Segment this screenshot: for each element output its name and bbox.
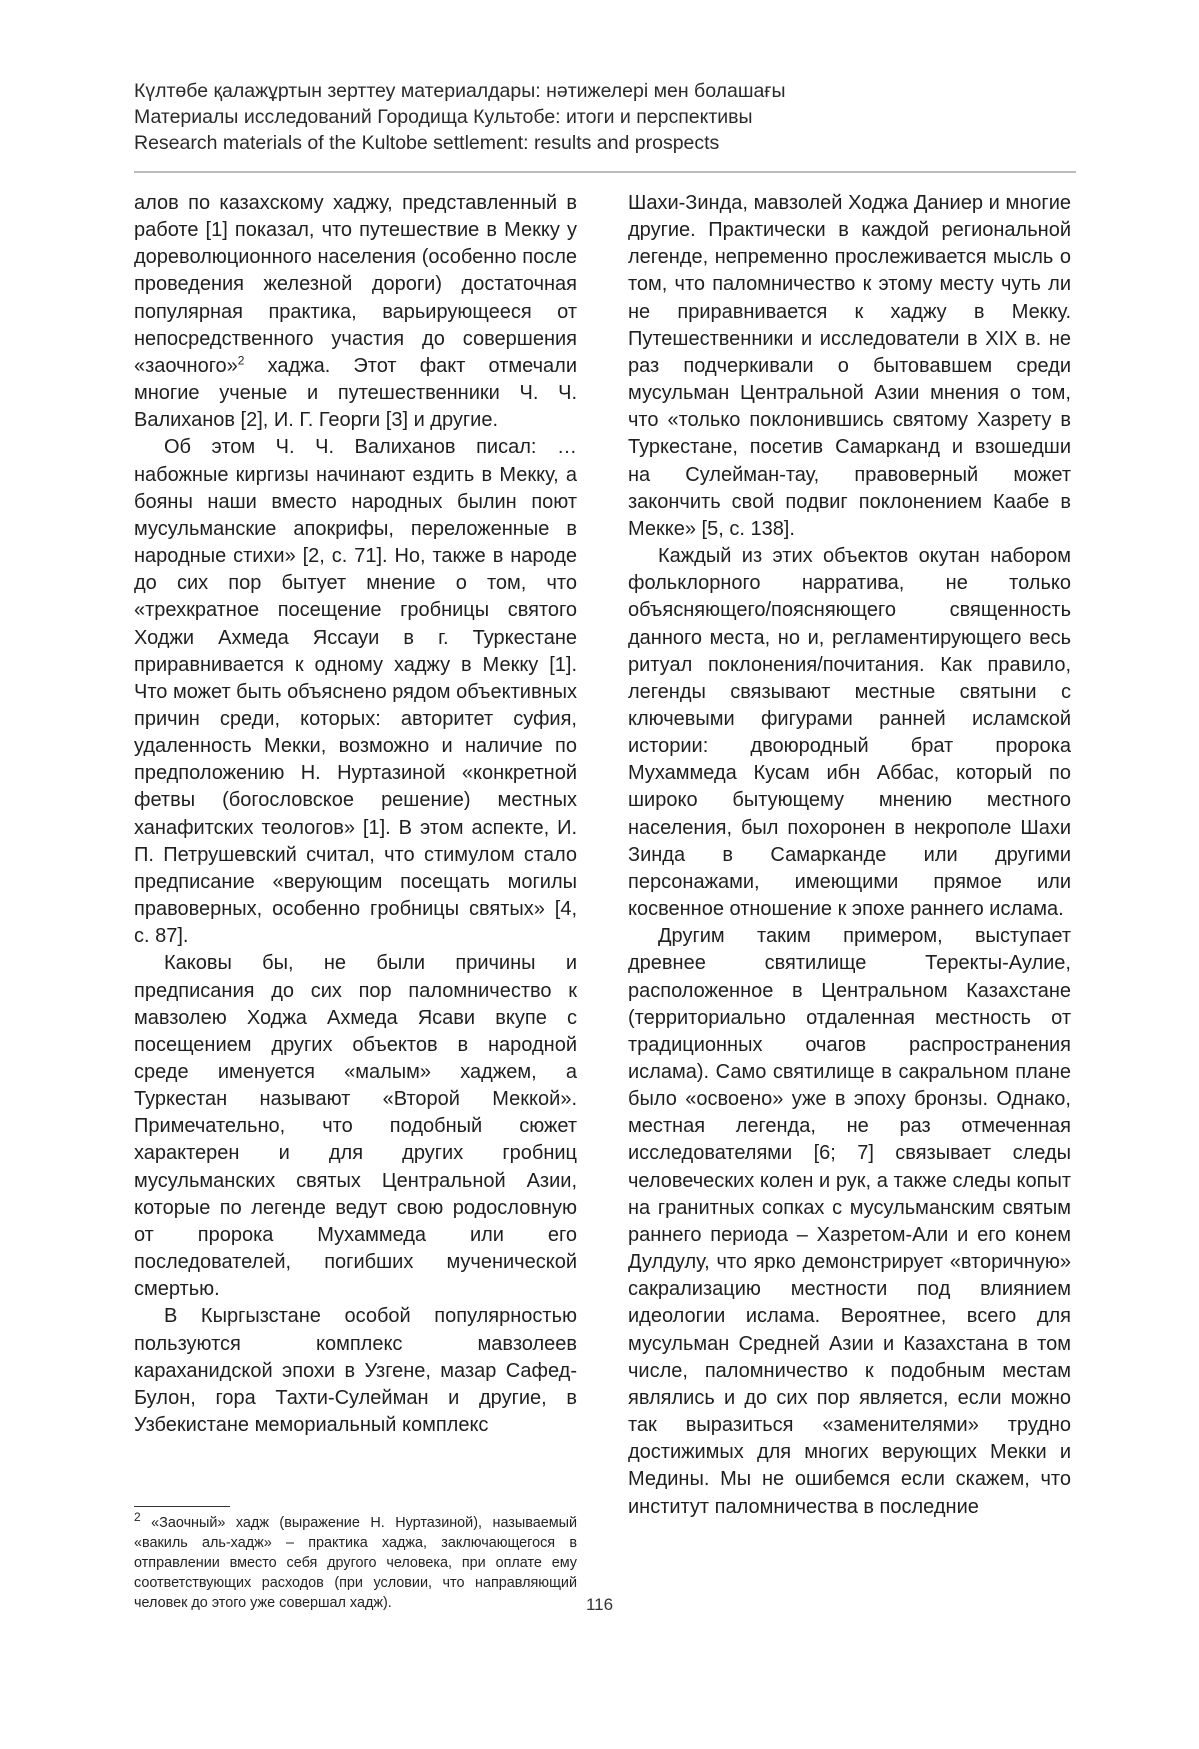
footnote-mark: 2 [134,1510,141,1525]
paragraph: Каковы бы, не были причины и предписания до сих пор паломничество к мавзолею Ходжа Ахмеда Ясави вкупе с посещением других объектов в народной среде именуется «малым» хаджем, а Туркестан называют «Второй Меккой». Примечательно, что подобный сюжет характерен и для других гробниц мусульманских святых Центральной Азии, которые по легенде ведут свою родословную от пророка Мухаммеда или его последователей, погибших мученической смертью. [134,952,577,1301]
header-title-kz: Күлтөбе қалажұртын зерттеу материалдары: нәтижелері мен болашағы [134,80,786,102]
right-column [628,190,1071,1521]
footnote-divider [134,1506,230,1507]
footnote-reference[interactable]: 2 [237,353,245,368]
paragraph-text: алов по казахскому хаджу, представленный в работе [1] показал, что путешествие в Мекку у дореволюционного населения (особенно после проведения железной дороги) достаточная популярная практика, варьирующееся от непосредственного участия до совершения «заочного» [134,192,577,377]
header-title-ru: Материалы исследований Городища Культобе: итоги и перспективы [134,106,753,128]
paragraph: Об этом Ч. Ч. Валиханов писал: …набожные киргизы начинают ездить в Мекку, а бояны наши вместо народных былин поют мусульманские апокрифы, переложенные в народные стихи» [2, с. 71]. Но, также в народе до сих пор бытует мнение о том, что «трехкратное посещение гробницы святого Ходжи Ахмеда Яссауи в г. Туркестане приравнивается к одному хаджу в Мекку [1]. Что может быть объяснено рядом объективных причин среди, которых: авторитет суфия, удаленность Мекки, возможно и наличие по предположению Н. Нуртазиной «конкретной фетвы (богословское решение) местных ханафитских теологов» [1]. В этом аспекте, И. П. Петрушевский считал, что стимулом стало предписание «верующим посещать могилы правоверных, особенно гробницы святых» [4, с. 87]. [134,436,577,948]
page-number: 116 [585,1595,614,1614]
header-divider [134,171,1076,173]
paragraph [134,190,577,434]
paragraph: Другим таким примером, выступает древнее святилище Теректы-Аулие, расположенное в Центральном Казахстане (территориально отдаленная местность от традиционных очагов распространения ислама). Само святилище в сакральном плане было «освоено» уже в эпоху бронзы. Однако, местная легенда, не раз отмеченная исследователями [6; 7] связывает следы человеческих колен и рук, а также следы копыт на гранитных сопках с мусульманским святым раннего периода – Хазретом-Али и его конем Дулдулу, что ярко демонстрирует «вторичную» сакрализацию местности под влиянием идеологии ислама. Вероятнее, всего для мусульман Средней Азии и Казахстана в том числе, паломничество к подобным местам являлись и до сих пор является, если можно так выразиться «заменителями» трудно достижимых для многих верующих Мекки и Медины. Мы не ошибемся если скажем, что институт паломничества в последние [628,925,1071,1518]
left-column [134,190,577,1439]
paragraph-text: хаджа. Этот факт отмечали многие ученые и путешественники Ч. Ч. Валиханов [2], И. Г. Георги [3] и другие. [134,354,577,432]
paragraph: Шахи-Зинда, мавзолей Ходжа Даниер и многие другие. Практически в каждой региональной легенде, непременно прослеживается мысль о том, что паломничество к этому месту чуть ли не приравнивается к хаджу в Мекку. Путешественники и исследователи в XIX в. не раз подчеркивали о бытовавшем среди мусульман Центральной Азии мнения о том, что «только поклонившись святому Хазрету в Туркестане, посетив Самарканд и взошедши на Сулейман-тау, правоверный может закончить свой подвиг поклонением Каабе в Мекке» [5, с. 138]. [628,192,1071,540]
paragraph: Каждый из этих объектов окутан набором фольклорного нарратива, не только объясняющего/поясняющего священность данного места, но и, регламентирующего весь ритуал поклонения/почитания. Как правило, легенды связывают местные святыни с ключевыми фигурами ранней исламской истории: двоюродный брат пророка Мухаммеда Кусам ибн Аббас, который по широко бытующему мнению местного населения, был похоронен в некрополе Шахи Зинда в Самарканде или другими персонажами, имеющими прямое или косвенное отношение к эпохе раннего ислама. [628,545,1071,921]
paragraph: В Кыргызстане особой популярностью пользуются комплекс мавзолеев караханидской эпохи в Узгене, мазар Сафед-Булон, гора Тахти-Сулейман и другие, в Узбекистане мемориальный комплекс [134,1305,577,1437]
running-header [134,78,1076,156]
header-title-en: Research materials of the Kultobe settlement: results and prospects [134,132,720,154]
footnote-text: «Заочный» хадж (выражение Н. Нуртазиной), называемый «вакиль аль-хадж» – практика хаджа, заключающегося в отправлении вместо себя другого человека, при оплате ему соответствующих расходов (при условии, что направляющий человек до этого уже совершал хадж). [134,1515,577,1611]
